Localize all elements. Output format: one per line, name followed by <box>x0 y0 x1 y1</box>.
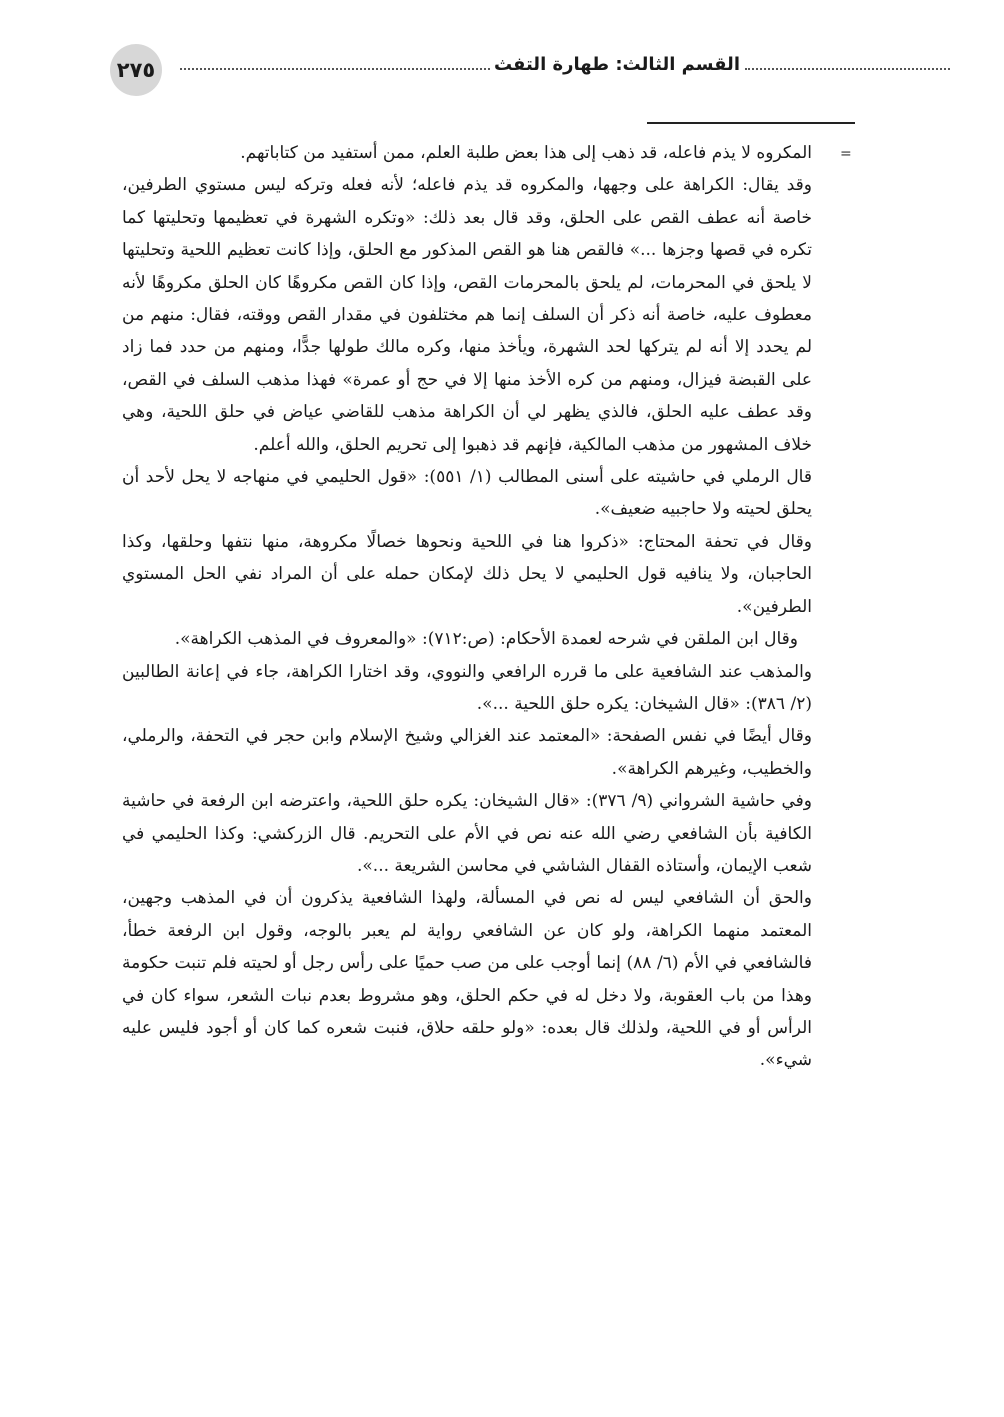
paragraph: وقال في تحفة المحتاج: «ذكروا هنا في اللحية ونحوها خصالًا مكروهة، منها نتفها وحلقها، وكذا الحاجبان، ولا ينافيه قول الحليمي لا يحل ذلك لإمكان حمله على أن المراد نفي الحل المستوي الطرفين». <box>122 531 812 617</box>
running-title: القسم الثالث: طهارة التفث <box>493 54 740 75</box>
footnote-continuation-marker: = <box>840 146 852 162</box>
paragraph: وقد يقال: الكراهة على وجهها، والمكروه قد يذم فاعله؛ لأنه فعله وتركه ليس مستوي الطرفين، خاصة أنه عطف القص على الحلق، وقد قال بعد ذلك: «وتكره الشهرة في تعظيمها وتحليتها كما تكره في قصها وجزها ...» فالقص هنا هو القص المذكور مع الحلق، وإذا كانت تعظيم اللحية وتحليتها لا يلحق في المحرمات، لم يلحق بالمحرمات القص، وإذا كان القص مكروهًا كان الحلق مكروهًا لأنه معطوف عليه، خاصة أنه ذكر أن السلف إنما هم مختلفون في مقدار القص ووقته، فقال: منهم من لم يحدد إلا أنه لم يتركها لحد الشهرة، ويأخذ منها، وكره مالك طولها جدًّا، ومنهم من حدد فما زاد على القبضة فيزال، ومنهم من كره الأخذ منها إلا في حج أو عمرة» فهذا مذهب السلف في القص، وقد عطف عليه الحلق، فالذي يظهر لي أن الكراهة مذهب للقاضي عياض في حلق اللحية، وهي خلاف المشهور من مذهب المالكية، فإنهم قد ذهبوا إلى تحريم الحلق، والله أعلم. <box>122 175 812 455</box>
paragraph: والمذهب عند الشافعية على ما قرره الرافعي والنووي، وقد اختارا الكراهة، جاء في إعانة الطالبين (٢/ ٣٨٦): «قال الشيخان: يكره حلق اللحية ...». <box>122 661 812 714</box>
paragraph: قال الرملي في حاشيته على أسنى المطالب (١/ ٥٥١): «قول الحليمي في منهاجه لا يحل لأحد أن يحلق لحيته ولا حاجبيه ضعيف». <box>122 467 812 520</box>
header-leader-dots-left <box>180 68 490 70</box>
paragraph: والحق أن الشافعي ليس له نص في المسألة، ولهذا الشافعية يذكرون أن في المذهب وجهين، المعتمد منهما الكراهة، ولو كان عن الشافعي رواية لم يعبر بالوجه، وقول ابن الرفعة خطأ، فالشافعي في الأم (٦/ ٨٨) إنما أوجب على من صب حميًا على رأس رجل أو لحيته فلم تنبت حكومة وهذا من باب العقوبة، ولا دخل له في حكم الحلق، وهو مشروط بعدم نبات الشعر، سواء كان في الرأس أو في اللحية، ولذلك قال بعده: «ولو حلقه حلاق، فنبت شعره كما كان أو أجود فليس عليه شيء». <box>122 888 812 1071</box>
paragraph: وقال أيضًا في نفس الصفحة: «المعتمد عند الغزالي وشيخ الإسلام وابن حجر في التحفة، والرملي، والخطيب، وغيرهم الكراهة». <box>122 726 812 779</box>
page-header <box>110 44 850 98</box>
header-leader-dots-right <box>745 68 950 70</box>
paragraph: المكروه لا يذم فاعله، قد ذهب إلى هذا بعض طلبة العلم، ممن أستفيد من كتاباتهم. <box>240 143 812 163</box>
footnote-text <box>122 137 812 1077</box>
paragraph: وقال ابن الملقن في شرحه لعمدة الأحكام: (ص:٧١٢): «والمعروف في المذهب الكراهة». <box>174 629 798 650</box>
page-number-badge <box>110 44 162 96</box>
paragraph: وفي حاشية الشرواني (٩/ ٣٧٦): «قال الشيخان: يكره حلق اللحية، واعترضه ابن الرفعة في حاشية الكافية بأن الشافعي رضي الله عنه نص في الأم على التحريم. قال الزركشي: وكذا الحليمي في شعب الإيمان، وأستاذه القفال الشاشي في محاسن الشريعة ...». <box>122 791 812 876</box>
page-number: ٢٧٥ <box>116 58 156 82</box>
footnote-separator-rule <box>647 122 855 124</box>
